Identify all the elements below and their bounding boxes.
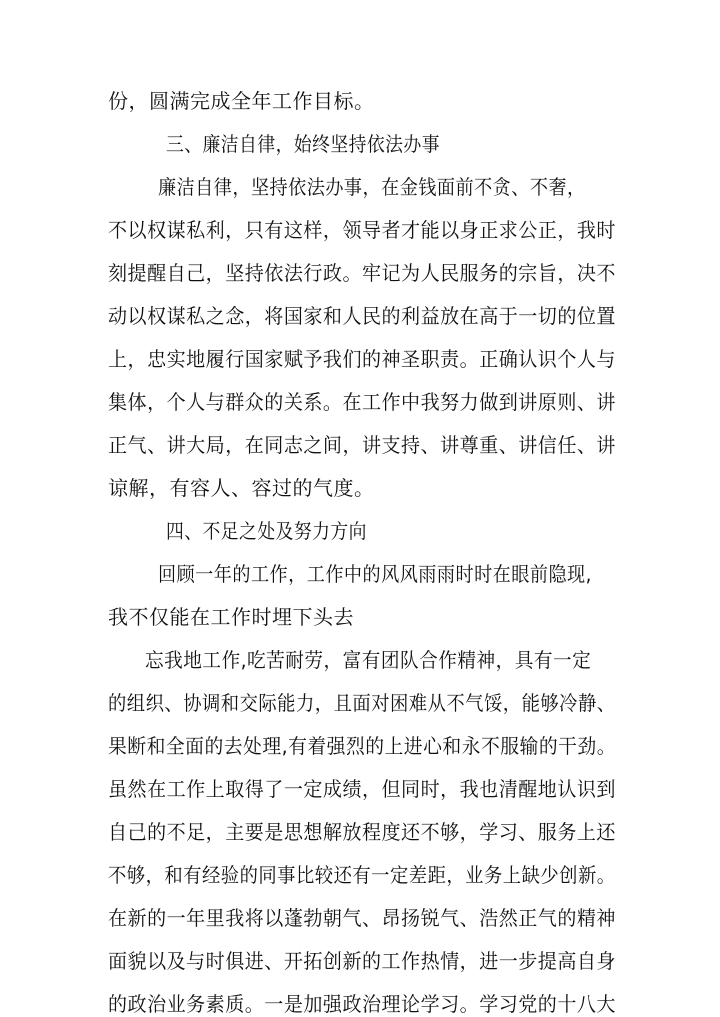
paragraph-line: 刻提醒自己，坚持依法行政。牢记为人民服务的宗旨，决不 (108, 261, 616, 285)
paragraph-line: 正气、讲大局，在同志之间，讲支持、讲尊重、讲信任、讲 (108, 433, 616, 457)
paragraph-line: 不够，和有经验的同事比较还有一定差距，业务上缺少创新。 (108, 863, 616, 887)
paragraph-line: 上，忠实地履行国家赋予我们的神圣职责。正确认识个人与 (108, 347, 616, 371)
paragraph-line: 虽然在工作上取得了一定成绩，但同时，我也清醒地认识到 (108, 777, 616, 801)
paragraph-line: 忘我地工作,吃苦耐劳，富有团队合作精神，具有一定 (145, 648, 592, 672)
section-heading: 四、不足之处及努力方向 (166, 519, 367, 543)
paragraph-line: 面貌以及与时俱进、开拓创新的工作热情，进一步提高自身 (108, 949, 616, 973)
paragraph-line: 动以权谋私之念，将国家和人民的利益放在高于一切的位置 (108, 304, 616, 328)
section-heading: 三、廉洁自律，始终坚持依法办事 (166, 132, 440, 156)
paragraph-line: 的组织、协调和交际能力，且面对困难从不气馁，能够冷静、 (108, 691, 616, 715)
paragraph-line: 在新的一年里我将以蓬勃朝气、昂扬锐气、浩然正气的精神 (108, 906, 616, 930)
paragraph-line: 的政治业务素质。一是加强政治理论学习。学习党的十八大 (108, 992, 616, 1016)
paragraph-line: 不以权谋私利，只有这样，领导者才能以身正求公正，我时 (108, 218, 616, 242)
paragraph-line: 廉洁自律，坚持依法办事，在金钱面前不贪、不奢， (158, 175, 586, 199)
paragraph-line: 果断和全面的去处理,有着强烈的上进心和永不服输的干劲。 (108, 734, 617, 758)
paragraph-line: 我不仅能在工作时埋下头去 (108, 605, 354, 629)
paragraph-line: 谅解，有容人、容过的气度。 (108, 476, 375, 500)
paragraph-line: 集体，个人与群众的关系。在工作中我努力做到讲原则、讲 (108, 390, 616, 414)
paragraph-line: 回顾一年的工作，工作中的风风雨雨时时在眼前隐现, (158, 562, 592, 586)
paragraph-line: 自己的不足，主要是思想解放程度还不够，学习、服务上还 (108, 820, 616, 844)
paragraph-line: 份，圆满完成全年工作目标。 (108, 89, 375, 113)
